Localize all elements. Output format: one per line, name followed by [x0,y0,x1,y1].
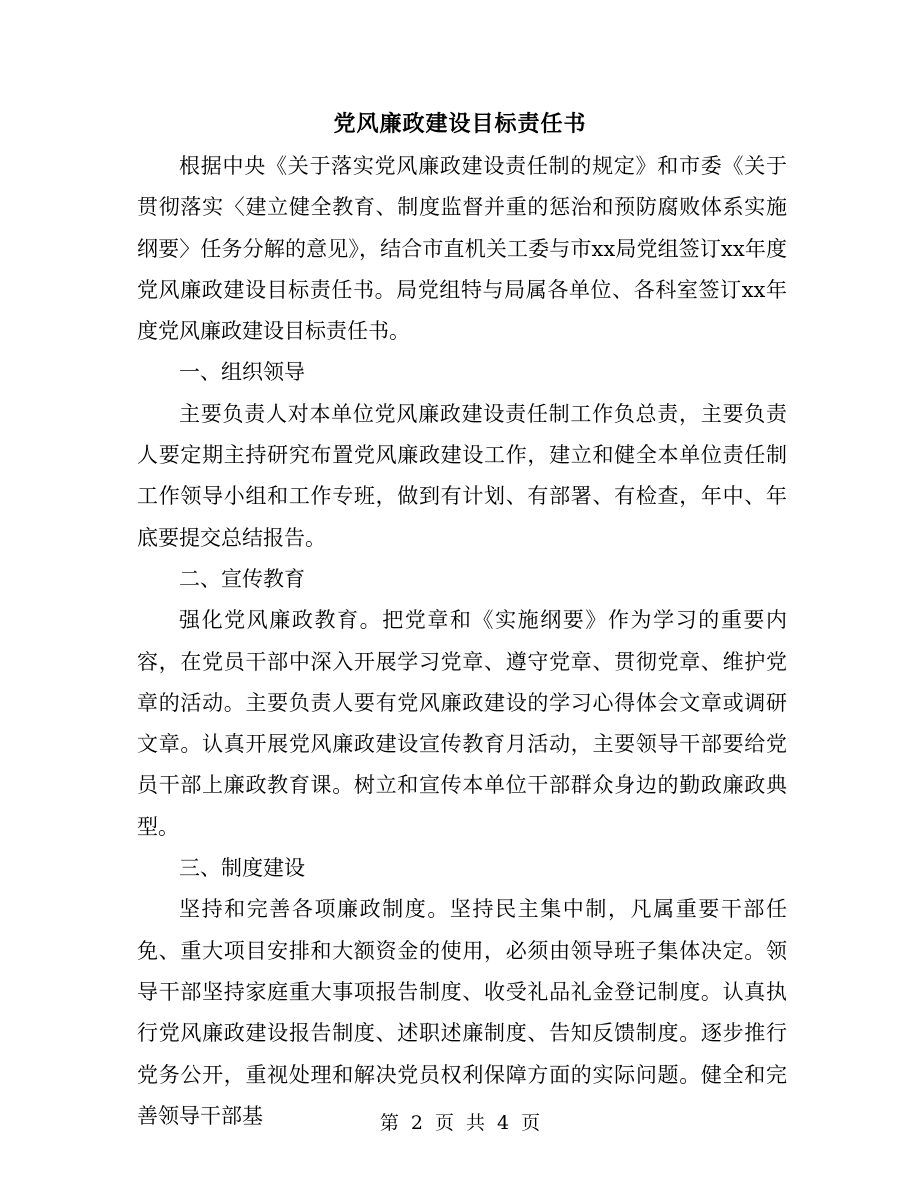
section-heading-education: 二、宣传教育 [179,566,305,591]
document-body [137,146,787,1137]
system-paragraph: 坚持和完善各项廉政制度。坚持民主集中制，凡属重要干部任免、重大项目安排和大额资金的使用，必须由领导班子集体决定。领导干部坚持家庭重大事项报告制度、收受礼品礼金登记制度。认真执行党风廉政建设报告制度、述职述廉制度、告知反馈制度。逐步推行党务公开，重视处理和解决党员权利保障方面的实际问题。健全和完善领导干部基 [137,897,787,1128]
intro-paragraph: 根据中央《关于落实党风廉政建设责任制的规定》和市委《关于贯彻落实〈建立健全教育、制度监督并重的惩治和预防腐败体系实施纲要〉任务分解的意见》，结合市直机关工委与市xx局党组签订xx年度党风廉政建设目标责任书。局党组特与局属各单位、各科室签订xx年度党风廉政建设目标责任书。 [137,154,787,344]
page-number: 第 2 页 共 4 页 [379,1112,541,1134]
section-heading-organization: 一、组织领导 [179,360,305,385]
document-title: 党风廉政建设目标责任书 [333,111,587,137]
organization-paragraph: 主要负责人对本单位党风廉政建设责任制工作负总责，主要负责人要定期主持研究布置党风廉政建设工作，建立和健全本单位责任制工作领导小组和工作专班，做到有计划、有部署、有检查，年中、年底要提交总结报告。 [137,401,787,550]
education-paragraph: 强化党风廉政教育。把党章和《实施纲要》作为学习的重要内容，在党员干部中深入开展学习党章、遵守党章、贯彻党章、维护党章的活动。主要负责人要有党风廉政建设的学习心得体会文章或调研文章。认真开展党风廉政建设宣传教育月活动，主要领导干部要给党员干部上廉政教育课。树立和宣传本单位干部群众身边的勤政廉政典型。 [137,608,787,839]
section-heading-system: 三、制度建设 [179,856,305,881]
